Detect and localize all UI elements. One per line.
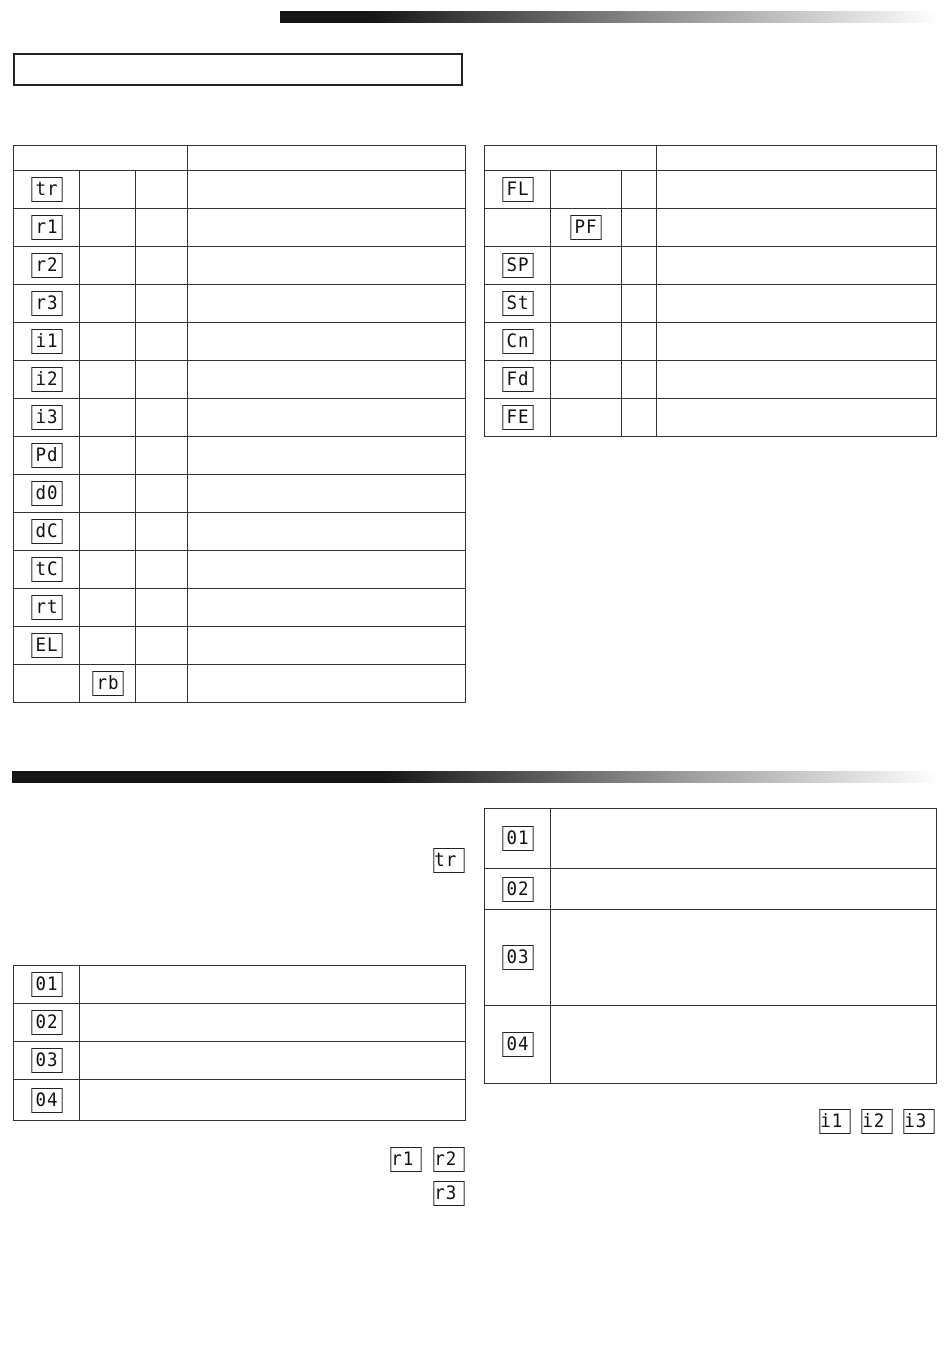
table-row bbox=[14, 285, 466, 323]
lcd-code: 04 bbox=[31, 1088, 62, 1113]
lcd-code: rb bbox=[92, 671, 123, 696]
lcd-code: FL bbox=[502, 177, 533, 202]
lcd-code: tC bbox=[31, 557, 62, 582]
lcd-code: SP bbox=[502, 253, 533, 278]
table-row bbox=[14, 361, 466, 399]
table-row bbox=[14, 437, 466, 475]
table-header-cell bbox=[188, 146, 466, 171]
table-row bbox=[14, 247, 466, 285]
parameter-table-left bbox=[13, 145, 466, 703]
table-row bbox=[14, 171, 466, 209]
lcd-code-i1: i1 bbox=[819, 1109, 850, 1134]
table-row bbox=[14, 1042, 466, 1080]
table-row bbox=[485, 361, 937, 399]
lcd-code: 02 bbox=[31, 1010, 62, 1035]
lcd-code: 03 bbox=[31, 1048, 62, 1073]
table-row bbox=[485, 323, 937, 361]
table-row bbox=[14, 627, 466, 665]
lcd-code: r1 bbox=[31, 215, 62, 240]
lcd-code-i2: i2 bbox=[861, 1109, 892, 1134]
table-row bbox=[14, 589, 466, 627]
lcd-code: d0 bbox=[31, 481, 62, 506]
table-row bbox=[14, 209, 466, 247]
lcd-code: r3 bbox=[31, 291, 62, 316]
lcd-code: FE bbox=[502, 405, 533, 430]
lcd-code: EL bbox=[31, 633, 62, 658]
table-row bbox=[485, 247, 937, 285]
lcd-code-r1: r1 bbox=[390, 1147, 421, 1172]
lcd-code: dC bbox=[31, 519, 62, 544]
table-row bbox=[14, 475, 466, 513]
lcd-code: 01 bbox=[31, 972, 62, 997]
table-row bbox=[14, 513, 466, 551]
section-title-box bbox=[13, 53, 463, 86]
table-row bbox=[14, 323, 466, 361]
lcd-code: Cn bbox=[502, 329, 533, 354]
table-row bbox=[14, 399, 466, 437]
lcd-code: Pd bbox=[31, 443, 62, 468]
parameter-table-right bbox=[484, 145, 937, 437]
lcd-code-tr: tr bbox=[433, 848, 464, 873]
options-table-right bbox=[484, 808, 937, 1084]
lcd-code: 01 bbox=[502, 826, 533, 851]
lcd-code: 03 bbox=[502, 945, 533, 970]
lcd-code: 02 bbox=[502, 877, 533, 902]
lcd-code: rt bbox=[31, 595, 62, 620]
table-row bbox=[485, 171, 937, 209]
section-gradient-bar bbox=[12, 771, 940, 783]
lcd-code: tr bbox=[31, 177, 62, 202]
lcd-code: Fd bbox=[502, 367, 533, 392]
table-row bbox=[485, 809, 937, 869]
table-header-cell bbox=[485, 146, 657, 171]
table-row bbox=[14, 1004, 466, 1042]
table-row bbox=[14, 665, 466, 703]
lcd-code: i3 bbox=[31, 405, 62, 430]
lcd-code-r3: r3 bbox=[433, 1181, 464, 1206]
lcd-code-r2: r2 bbox=[433, 1147, 464, 1172]
table-row bbox=[14, 551, 466, 589]
lcd-code: St bbox=[502, 291, 533, 316]
lcd-code: 04 bbox=[502, 1032, 533, 1057]
table-row bbox=[485, 399, 937, 437]
table-row bbox=[485, 910, 937, 1006]
header-gradient-bar bbox=[280, 11, 940, 23]
table-row bbox=[485, 869, 937, 910]
lcd-code: r2 bbox=[31, 253, 62, 278]
table-row bbox=[485, 1006, 937, 1084]
table-row bbox=[14, 966, 466, 1004]
lcd-code-i3: i3 bbox=[903, 1109, 934, 1134]
options-table-left bbox=[13, 965, 466, 1121]
table-row bbox=[485, 285, 937, 323]
table-header-cell bbox=[657, 146, 937, 171]
table-row bbox=[14, 1080, 466, 1121]
table-header-cell bbox=[14, 146, 188, 171]
lcd-code: PF bbox=[570, 215, 601, 240]
lcd-code: i1 bbox=[31, 329, 62, 354]
lcd-code: i2 bbox=[31, 367, 62, 392]
table-row bbox=[485, 209, 937, 247]
